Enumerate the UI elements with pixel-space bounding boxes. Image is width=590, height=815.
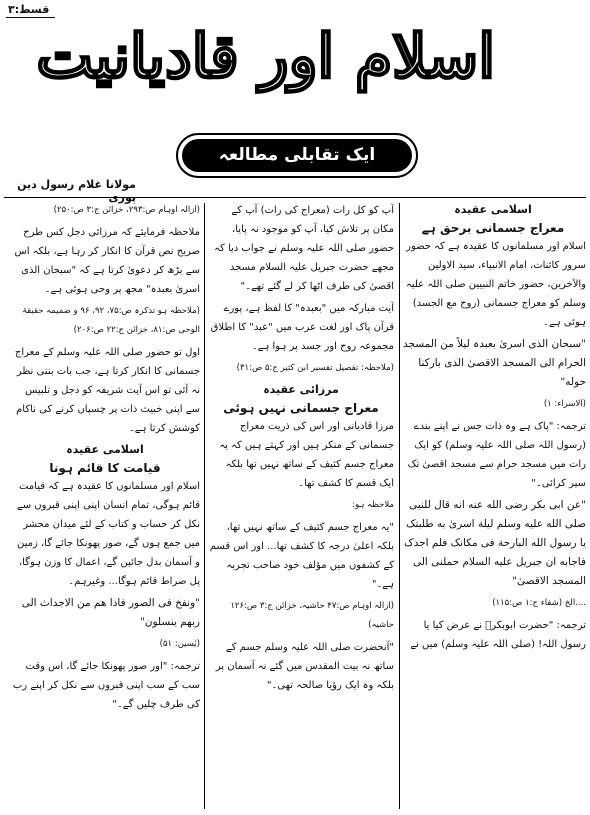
column-divider (204, 203, 205, 809)
section-heading: اسلامی عقیدہ (66, 443, 144, 456)
reference-note: (ازالہ اوہام ص:۲۹۳، خزائن ج:۳ ص:۲۵۰) (53, 205, 200, 215)
header-rule (4, 197, 586, 198)
paragraph: اسلام اور مسلمانوں کا عقیدہ ہے کہ قیامت قائم ہوگی، تمام انسان اپنی اپنی قبروں سے نکل کر حساب و کتاب کے لئے میدان محشر میں جمع ہوں گے، صور پھونکا جائے گا، زمین و آسمان بدل جائیں گے، اعمال کا وزن ہوگا، پل صراط قائم ہوگا... وغیرہم۔ (16, 481, 200, 587)
paragraph: مرزا قادیانی اور اس کی ذریت معراج جسمانی کے منکر ہیں اور کہتے ہیں کہ یہ معراج جسم کثیف کے ساتھ نہیں تھا بلکہ ایک قسم کا کشف تھا۔ (219, 421, 394, 489)
paragraph: اسلام اور مسلمانوں کا عقیدہ ہے کہ حضور سرور کائنات، امام الانبیاء، سید الاولین والآخرین، حضور خاتم النبیین صلی اللہ علیہ وسلم کو معراج جسمانی (روح مع الجسد) ہوئی ہے۔ (405, 241, 586, 328)
page-title: اسلام اور قادیانیت (36, 22, 495, 92)
paragraph: ترجمہ: "حضرت ابوبکرؓ نے عرض کیا یا رسول اللہ! (صلی اللہ علیہ وسلم) میں نے (410, 620, 586, 650)
section-heading: قیامت کا قائم ہونا (49, 461, 161, 475)
paragraph: "یہ معراج جسم کثیف کے ساتھ نہیں تھا، بلکہ اعلیٰ درجہ کا کشف تھا... اور اس قسم کے کشفوں میں مؤلف خود صاحب تجربہ ہے۔" (209, 522, 394, 590)
section-heading: اسلامی عقیدہ (454, 203, 532, 216)
reference-note: (ملاحظہ: تفصیل تفسیر ابن کثیر ج:۵ ص:۳۱) (236, 363, 394, 373)
arabic-quote: "ونفخ فی الصور فاذا هم من الاجداث الی ربهم ینسلون" (21, 597, 200, 628)
column-left (10, 201, 200, 813)
section-heading: معراج جسمانی برحق ہے (421, 221, 565, 235)
paragraph: "آنحضرت صلی اللہ علیہ وسلم جسم کے ساتھ نہ بیت المقدس میں گئے نہ آسمان پر بلکہ وہ ایک رؤیا صالحہ تھی۔" (215, 642, 394, 691)
section-heading: معراج جسمانی نہیں ہوئی (223, 401, 379, 415)
reference-note: (ازالہ اوہام ص:۴۷ حاشیہ، خزائن ج:۳ ص:۱۲۶ حاشیہ) (230, 601, 394, 630)
arabic-quote: "سبحان الذی اسریٰ بعبدہ لیلاً من المسجد الحرام الی المسجد الاقصیٰ الذی بارکنا حوله" (403, 338, 586, 388)
reference-note: (یٰسین: ۵۱) (159, 639, 200, 649)
paragraph: اول تو حضور صلی اللہ علیہ وسلم کے معراج جسمانی کا انکار کرتا ہے، جب بات بنتی نظر نہ آئی تو اس آیت شریفہ کو دجل و تلبیس سے اپنی خبیث ذات پر چسپاں کرنے کی ناکام کوشش کرتا ہے۔ (14, 347, 200, 434)
reference-note: (الاسراء: ۱) (543, 399, 586, 409)
reference-note: (ملاحظہ ہو تذکرہ ص:۷۵، ۹۲، ۹۶ و ضمیمہ حقیقۃ الوحی ص:۸۱، خزائن ج:۲۲ ص:۲۰۶) (22, 306, 200, 335)
paragraph: آپ کو کل رات (معراج کی رات) آپ کے مکان پر تلاش کیا، آپ کو موجود نہ پایا، حضور صلی اللہ علیہ وسلم نے جواب دیا کہ مجھے حضرت جبریل علیہ السلام مسجد اقصیٰ کی طرف اٹھا کر لے گئے تھے۔" (214, 205, 394, 292)
subtitle-badge (176, 133, 418, 178)
paragraph: ترجمہ: "پاک ہے وہ ذات جس نے اپنے بندے (رسول اللہ صلی اللہ علیہ وسلم) کو ایک رات میں مسجد حرام سے مسجد اقصیٰ تک سیر کرائی۔" (407, 421, 586, 489)
subtitle-text: ایک تقابلی مطالعہ (182, 139, 412, 172)
column-middle (208, 201, 394, 813)
author-byline: مولانا غلام رسول دین پوری (17, 178, 136, 204)
reference-note: ملاحظہ ہو: (352, 500, 394, 510)
section-heading: مرزائی عقیدہ (263, 383, 339, 396)
paragraph: ملاحظہ فرمایئے کہ مرزائی دجل کس طرح صریح نص قرآن کا انکار کر رہا ہے، بلکہ اس سے بڑھ کر دعویٰ کرتا ہے کہ "سبحان الذی اسریٰ بعبدہ" مجھ پر وحی ہوئی ہے۔ (14, 227, 200, 295)
arabic-quote: "عن ابی بکر رضی الله عنه انه قال للنبی صلی الله علیه وسلم لیلة اسریٰ به طلبتک یا رسول الله البارحة فی مکانک فلم اجدک فاجابه ان جبریل علیه السلام حملنی الی المسجد الاقصیٰ" (404, 499, 586, 587)
episode-label: قسط:۳ (6, 3, 55, 18)
paragraph: آیت مبارکہ میں "بعبدہ" کا لفظ ہے، پورے قرآن پاک اور لغت عرب میں "عبد" کا اطلاق مجموعہ روح اور جسد پر ہوا ہے۔ (210, 303, 394, 352)
paragraph: ترجمہ: "اور صور پھونکا جائے گا، اس وقت سب کے سب اپنی قبروں سے نکل کر اپنے رب کی طرف چلیں گے۔" (12, 661, 200, 710)
reference-note: ....الخ (شفاء ج:۱ ص:۱۱۵) (492, 598, 586, 608)
column-right (400, 201, 586, 813)
